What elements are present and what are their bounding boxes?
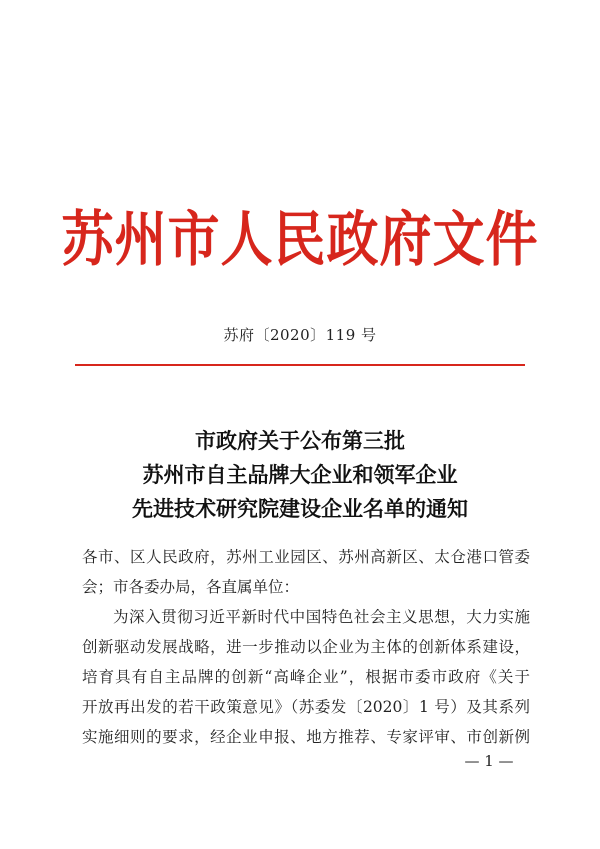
red-divider-line — [75, 364, 525, 366]
paragraph-line-1: 为深入贯彻习近平新时代中国特色社会主义思想，大力实施 — [113, 608, 530, 626]
notice-title — [0, 424, 600, 526]
masthead-title: 苏州市人民政府文件 — [61, 204, 539, 275]
title-line-3: 先进技术研究院建设企业名单的通知 — [132, 496, 468, 521]
document-number: 苏府〔2020〕119 号 — [223, 326, 377, 344]
page-number: — 1 — — [464, 752, 514, 770]
paragraph-line-5: 实施细则的要求，经企业申报、地方推荐、专家评审、市创新例 — [82, 728, 530, 746]
title-line-2: 苏州市自主品牌大企业和领军企业 — [142, 462, 458, 487]
paragraph-line-3: 培育具有自主品牌的创新“高峰企业”，根据市委市政府《关于 — [82, 668, 530, 686]
paragraph-line-4: 开放再出发的若干政策意见》（苏委发〔2020〕1 号）及其系列 — [82, 698, 530, 716]
title-line-1: 市政府关于公布第三批 — [195, 428, 405, 453]
recipients-line-2: 会；市各委办局，各直属单位： — [82, 578, 300, 596]
paragraph-line-2: 创新驱动发展战略，进一步推动以企业为主体的创新体系建设， — [82, 638, 530, 656]
recipients-line-1: 各市、区人民政府，苏州工业园区、苏州高新区、太仓港口管委 — [82, 548, 530, 566]
body-text — [82, 542, 530, 752]
